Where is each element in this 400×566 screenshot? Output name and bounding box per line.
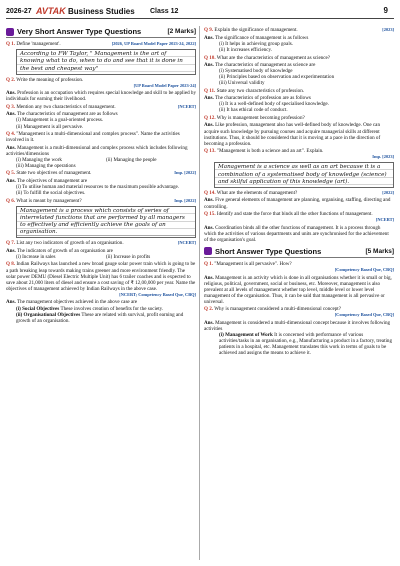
class-label: Class 12 xyxy=(150,8,179,15)
answer-14: Ans. Five general elements of management are planning, organising, staffing, directing and controlling. xyxy=(204,197,391,210)
list-item: (ii) To fulfill the social objectives. xyxy=(16,190,86,197)
brand-logo: AVTAK xyxy=(36,6,66,16)
list-row: (i) Increase in sales (ii) Increase in profits xyxy=(16,254,151,260)
question-2: Q 2. Write the meaning of profession. xyxy=(6,76,84,83)
answer-11: Ans. The characteristics of profession are as follows xyxy=(204,95,311,102)
answer-9: Ans. The significance of management is as follows xyxy=(204,34,309,41)
question-tag: [2026, UP Board Model Paper 2023-24, 2022] xyxy=(111,41,196,46)
question-4: Q 4. "Management is a multi-dimensional and complex process". Name the activities involved in it. xyxy=(6,131,180,144)
list-item: (i) Social Objectives These involves creation of benefits for the society. xyxy=(16,305,164,312)
question-10: Q 10. What are the characteristics of management as science? xyxy=(204,54,331,61)
handwritten-answer-1: According to FW Taylor, " Management is the art of knowing what to do, when to do and see that it is done in the best and cheapest way" xyxy=(16,49,196,75)
question-tag: [NCERT] xyxy=(375,217,394,223)
short-question-2: Q 2. Why is management considered a multi-dimensional concept? xyxy=(204,306,341,313)
short-answer-2: Ans. Management is considered a multi-dimensional concept because it involves following activities xyxy=(204,319,391,333)
section-marks: [5 Marks] xyxy=(365,247,394,255)
book-title: Business Studies xyxy=(68,7,135,16)
question-5: Q 5. State two objectives of management. Imp. [2022] xyxy=(6,170,196,177)
page-header xyxy=(0,0,400,18)
edition-year: 2026-27 xyxy=(6,8,32,15)
list-item: (ii) It increases efficiency. xyxy=(219,47,273,54)
handwritten-answer-13: Management is a science as well as an art because it is a combination of a systematised body of knowledge (science) and skilful application of this knowledge (art). xyxy=(214,162,394,188)
question-tag: [NCERT; Competency Based Que, CBQ] xyxy=(119,291,196,297)
section-icon xyxy=(6,28,14,36)
answer-2: Ans. Profession is an occupation which requires special knowledge and skill to be applied by individuals for earning their livelihood. xyxy=(6,90,197,103)
question-tag: [Competency Based Que, CBQ] xyxy=(334,267,394,273)
list-item: (ii) Management is all pervasive. xyxy=(16,123,84,130)
header-rule xyxy=(6,18,394,19)
page-number: 9 xyxy=(383,6,388,15)
question-14: Q 14. What are the elements of management? [2022] xyxy=(204,190,394,196)
short-answer-1: Ans. Management is an activity which is done in all organisations whether it is small or big, religious, political, government, social or business, etc. Moreover, management is also prevalent at all levels of management whether top level, middle level or lower level management of the organisation. Thus, it can be said that management is all pervasive or universal. xyxy=(204,274,392,305)
question-tag: [Competency Based Que, CBQ] xyxy=(334,312,394,318)
answer-5: Ans. The objectives of management are xyxy=(6,177,88,184)
question-tag: [UP Board Model Paper 2023-24] xyxy=(133,82,196,88)
question-9: Q 9. Explain the significance of management. [2023] xyxy=(204,27,394,34)
list-item: (iii) Universal validity xyxy=(219,80,265,87)
section-title: Very Short Answer Type Questions xyxy=(17,27,142,36)
answer-8: Ans. The management objectives achieved in the above case are xyxy=(6,299,138,306)
answer-10: Ans. The characteristics of management as science are xyxy=(204,62,316,69)
answer-12: Ans. Like profession, management also has well-defined body of knowledge. One can acquire such knowledge by pursuing courses and acquire managerial skills at different institutions. Thus, it should be considered that it is moving at a pace in the direction of becoming a profession. xyxy=(204,122,381,147)
right-column xyxy=(204,26,394,357)
list-row: (i) Managing the work (ii) Managing the people xyxy=(16,156,157,163)
left-column xyxy=(6,26,196,324)
handwritten-answer-6: Management is a process which consists of series of interrelated functions that are performed by all managers to effectively and efficiently achieve the goals of an organisation. xyxy=(16,206,196,239)
answer-7: Ans. The indicators of growth of an organisation are xyxy=(6,247,113,254)
answer-4: Ans. Management is a multi-dimensional and complex process which includes following activities/dimensions xyxy=(6,144,188,157)
column-divider xyxy=(199,26,200,560)
list-item: (i) Systematised body of knowledge xyxy=(219,68,293,75)
list-item: (ii) It has ethical code of conduct. xyxy=(219,107,288,114)
list-item: (ii) Organisational Objectives These are related with survival, profit earning and growth of an organisation. xyxy=(16,311,184,324)
question-3: Q 3. Mention any two characteristics of management. [NCERT] xyxy=(6,103,196,110)
question-15: Q 15. Identify and state the force that binds all the other functions of management. xyxy=(204,211,373,218)
section-marks: [2 Marks] xyxy=(167,28,196,35)
question-13: Q 13. "Management is both a science and an art". Explain. xyxy=(204,148,324,155)
question-1: Q 1. Define 'management'. [2026, UP Board Model Paper 2023-24, 2022] xyxy=(6,41,196,47)
short-question-1: Q 1. "Management is all pervasive". How? xyxy=(204,260,292,267)
answer-15: Ans. Coordination binds all the other functions of management. It is a process through which the activities of various departments and units are synchronised for the achievement of the organisation's goal. xyxy=(204,224,389,243)
list-item: (i) Management of Work It is concerned with performance of various activities/tasks in an organisation, e.g., Manufacturing a product in a factory, treating patients in a hospital, etc. Management translates this work in terms of goals to be achieved and assigns the means to achieve it. xyxy=(219,332,392,357)
question-7: Q 7. List any two indicators of growth of an organisation. [NCERT] xyxy=(6,240,196,247)
section-header-short xyxy=(204,247,394,258)
list-item: (ii) Principles based on observation and experimentation xyxy=(219,74,335,81)
question-8: Q 8. Indian Railways has launched a new broad gauge solar power train which is going to be a path breaking leap towards making trains greener and more environment friendly. The solar power DEMU (Diesel Electric Multiple Unit) has 6 trailer coaches and is expected to save about 21,000 liters of diesel and ensure a cost saving of ₹ 12,00,000 per year. Name the objectives of management achieved by Indian Railways in the above case. xyxy=(6,261,196,292)
list-item: (iii) Managing the operations xyxy=(16,162,76,169)
section-icon xyxy=(204,247,212,255)
section-header-very-short xyxy=(6,27,196,38)
question-tag: Imp. [2023] xyxy=(372,154,394,160)
list-item: (i) It is a well-defined body of specialised knowledge. xyxy=(219,101,329,108)
list-item: (i) To utilise human and material resources to the maximum possible advantage. xyxy=(16,183,180,190)
answer-3: Ans. The characteristics of management are as follows xyxy=(6,111,118,118)
list-item: (i) It helps in achieving group goals. xyxy=(219,40,293,47)
question-6: Q 6. What is meant by management? Imp. [2022] xyxy=(6,197,196,204)
question-12: Q 12. Why is management becoming profession? xyxy=(204,114,305,121)
question-11: Q 11. State any two characteristics of profession. xyxy=(204,87,305,94)
section-title: Short Answer Type Questions xyxy=(215,246,322,256)
list-item: (i) Management is a goal-oriented process. xyxy=(16,117,104,124)
